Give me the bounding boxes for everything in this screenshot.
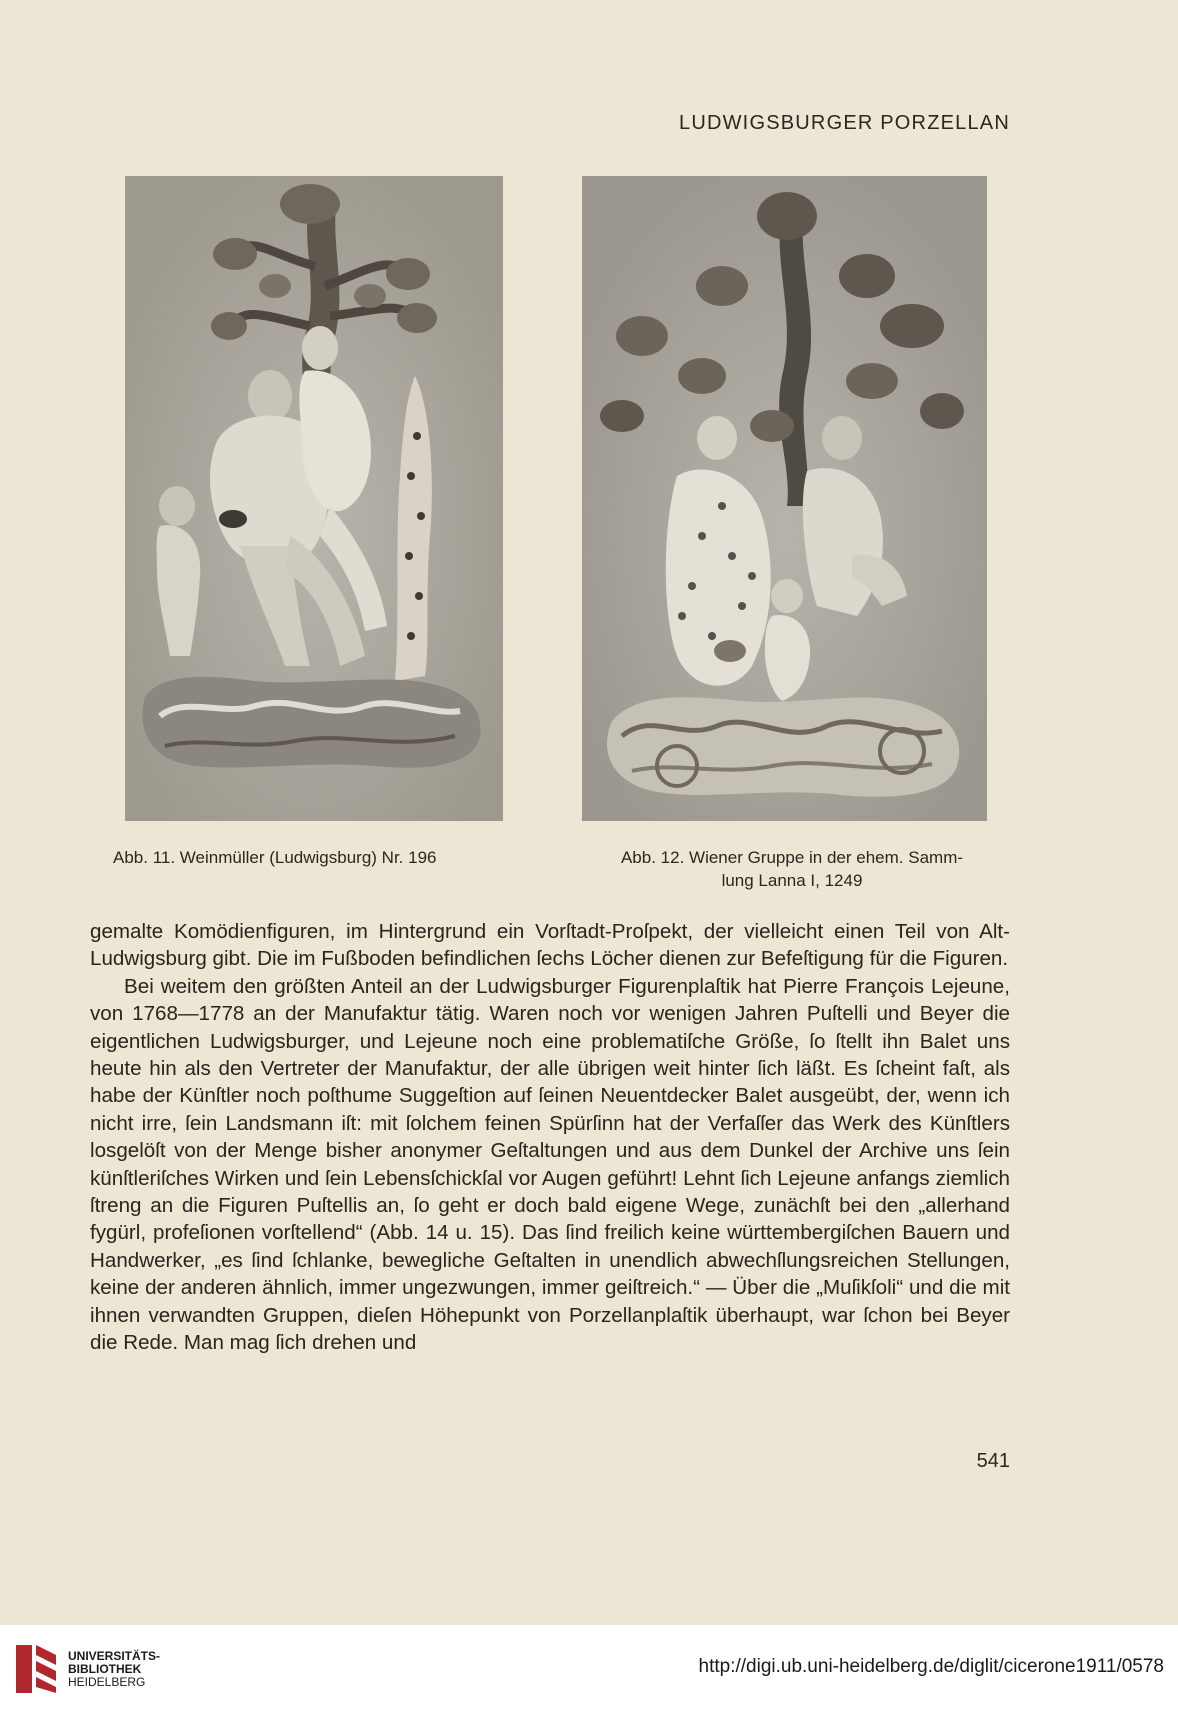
digitization-footer: [0, 1625, 1178, 1711]
institution-line2: BIBLIOTHEK: [68, 1662, 142, 1676]
porcelain-figure-illustration: [125, 176, 503, 821]
paragraph-1: gemalte Komödienfiguren, im Hintergrund ein Vorſtadt-Proſpekt, der vielleicht einen Teil von Alt-Ludwigsburg gibt. Die im Fußboden befindlichen ſechs Löcher dienen zur Befeſtigung für die Figuren.: [90, 920, 1010, 971]
university-library-name: [68, 1650, 160, 1689]
figure-12-caption-line1: Abb. 12. Wiener Gruppe in der ehem. Samm-: [620, 848, 964, 867]
figure-12-caption: [572, 846, 1012, 892]
institution-line3: HEIDELBERG: [68, 1675, 146, 1689]
figure-12-caption-line2: lung Lanna I, 1249: [721, 871, 863, 890]
figure-11-caption: Abb. 11. Weinmüller (Ludwigsburg) Nr. 196: [113, 848, 437, 867]
source-url-link[interactable]: http://digi.ub.uni-heidelberg.de/diglit/cicerone1911/0578: [698, 1656, 1164, 1677]
running-head: LUDWIGSBURGER PORZELLAN: [679, 112, 1010, 134]
institution-line1: UNIVERSITÄTS-: [68, 1649, 161, 1663]
paragraph-2: Bei weitem den größten Anteil an der Ludwigsburger Figurenplaſtik hat Pierre François Lejeune, von 1768—1778 an der Manufaktur tätig. Waren noch vor wenigen Jahren Puſtelli und Beyer die eigentlichen Ludwigsburger, und Lejeune noch eine problematiſche Größe, ſo ſtellt ihn Balet uns heute hin als den Vertreter der Manufaktur, der alle übrigen weit hinter ſich läßt. Es ſcheint faſt, als habe der Künſtler noch poſthume Suggeſtion auf ſeinen Neuentdecker Balet ausgeübt, der, wenn ich nicht irre, ſein Landsmann iſt: mit ſolchem feinen Spürſinn hat der Verfaſſer das Werk des Künſtlers losgelöſt von der Menge bisher anonymer Geſtaltungen und aus dem Dunkel der Archive uns ſein künſtleriſches Wirken und ſein Lebensſchickſal vor Augen geführt! Lehnt ſich Lejeune anfangs ziemlich ſtreng an die Figuren Puſtellis an, ſo geht er doch bald eigene Wege, zunächſt bei den „allerhand fygürl, profeſionen vorſtellend“ (Abb. 14 u. 15). Das ſind freilich keine württembergiſchen Bauern und Handwerker, „es ſind ſchlanke, bewegliche Geſtalten in unendlich abwechſlungsreichen Stellungen, keine der anderen ähnlich, immer ungezwungen, immer geiſtreich.“ — Über die „Muſikſoli“ und die mit ihnen verwandten Gruppen, dieſen Höhepunkt von Porzellanplaſtik überhaupt, war ſchon bei Beyer die Rede. Man mag ſich drehen und: [90, 974, 1010, 1355]
body-text: [90, 918, 1010, 1357]
porcelain-group-illustration: [582, 176, 987, 821]
university-library-logo-icon: [12, 1641, 60, 1697]
page-number: 541: [976, 1450, 1010, 1472]
figure-11-photo: [125, 176, 503, 821]
figure-12-photo: [582, 176, 987, 821]
